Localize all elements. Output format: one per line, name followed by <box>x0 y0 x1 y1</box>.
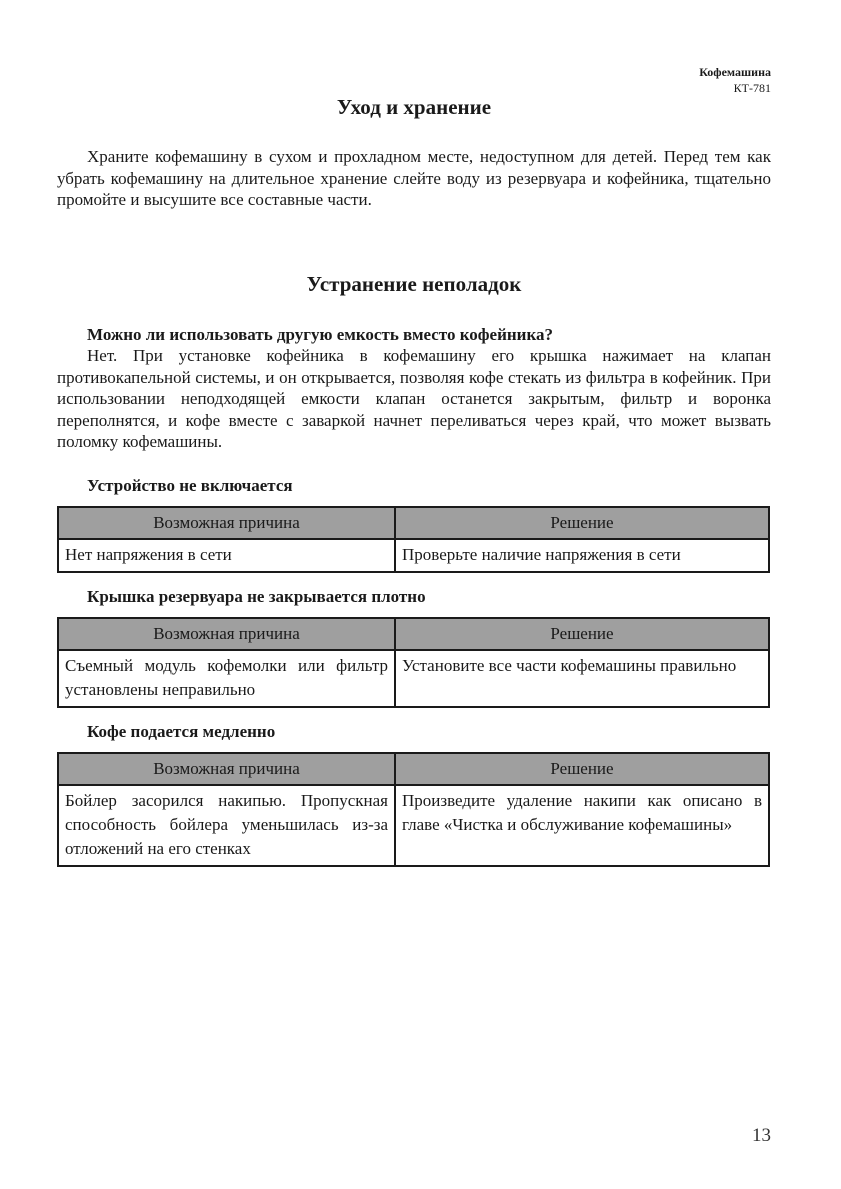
storage-paragraph: Храните кофемашину в сухом и прохладном месте, недоступном для детей. Перед тем как убрать кофемашину на длительное хранение слейте воду из резервуара и кофейника, тщательно промойте и высушите все составные части. <box>57 147 771 209</box>
solution-cell: Произведите удаление накипи как описано в главе «Чистка и обслуживание кофемашины» <box>395 785 769 866</box>
faq-answer: Нет. При установке кофейника в кофемашину его крышка нажимает на клапан противокапельной системы, и он открывается, позволяя кофе стекать из фильтра в кофейник. При использовании неподходящей емкости клапан останется закрытым, фильтр и воронка переполнятся, и кофе вместе с заваркой начнет переливаться через край, что может вызвать поломку кофемашины. <box>57 346 771 451</box>
table-title-slow: Кофе подается медленно <box>87 721 276 741</box>
table-header-row <box>58 618 769 650</box>
table-row <box>58 539 769 572</box>
column-header-solution: Решение <box>395 618 769 650</box>
page-number: 13 <box>752 1125 771 1146</box>
cause-cell: Нет напряжения в сети <box>58 539 395 572</box>
column-header-cause: Возможная причина <box>58 507 395 539</box>
page-content <box>57 92 771 867</box>
table-title-power: Устройство не включается <box>87 475 293 495</box>
cause-cell: Съемный модуль кофемолки или фильтр установлены неправильно <box>58 650 395 707</box>
cause-cell: Бойлер засорился накипью. Пропускная способность бойлера уменьшилась из-за отложений на его стенках <box>58 785 395 866</box>
troubleshooting-table-power <box>57 506 770 573</box>
column-header-cause: Возможная причина <box>58 618 395 650</box>
solution-cell: Проверьте наличие напряжения в сети <box>395 539 769 572</box>
column-header-solution: Решение <box>395 753 769 785</box>
faq-question: Можно ли использовать другую емкость вместо кофейника? <box>87 324 553 344</box>
header-model-code: КТ-781 <box>733 81 771 95</box>
table-header-row <box>58 753 769 785</box>
header-model-name: Кофемашина <box>699 65 771 79</box>
table-title-lid: Крышка резервуара не закрывается плотно <box>87 586 426 606</box>
column-header-cause: Возможная причина <box>58 753 395 785</box>
solution-cell: Установите все части кофемашины правильно <box>395 650 769 707</box>
table-row <box>58 650 769 707</box>
column-header-solution: Решение <box>395 507 769 539</box>
troubleshooting-table-slow <box>57 752 770 867</box>
troubleshooting-table-lid <box>57 617 770 708</box>
troubleshooting-section <box>57 269 771 867</box>
table-row <box>58 785 769 866</box>
storage-section <box>57 92 771 211</box>
storage-title: Уход и хранение <box>336 95 492 119</box>
table-header-row <box>58 507 769 539</box>
troubleshooting-title: Устранение неполадок <box>306 271 522 296</box>
